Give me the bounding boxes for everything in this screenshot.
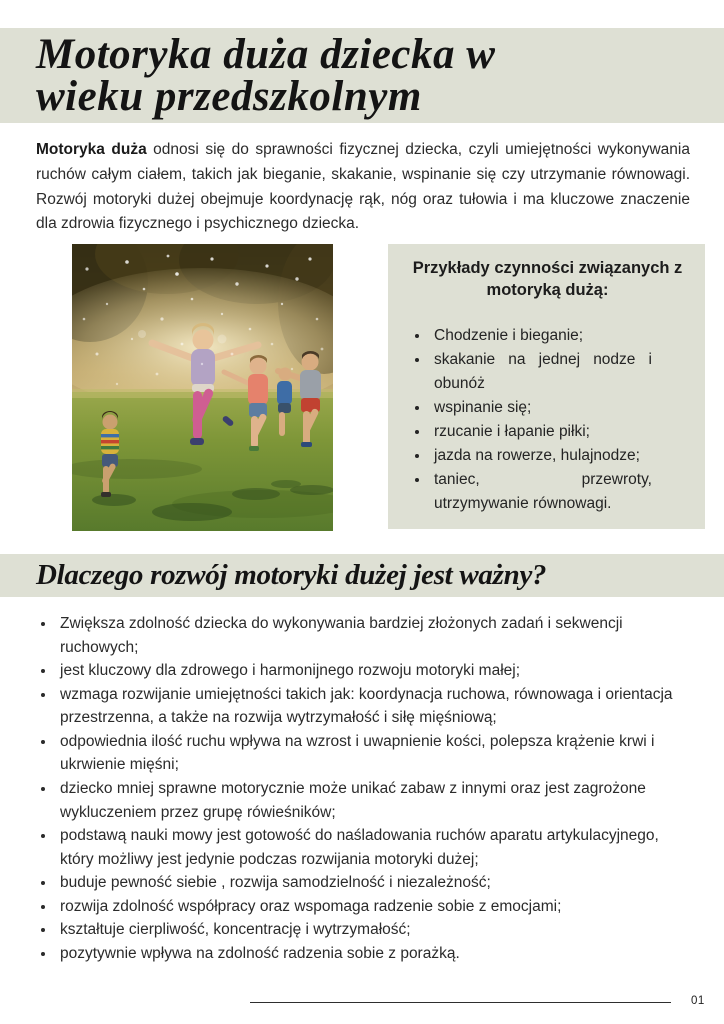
why-list-item: • Zwiększa zdolność dziecka do wykonywania bardziej złożonych zadań i sekwencji ruchowych; bbox=[56, 612, 684, 659]
why-list-item: • dziecko mniej sprawne motorycznie może unikać zabaw z innymi oraz jest zagrożone wykluczeniem przez grupę rówieśników; bbox=[56, 777, 684, 824]
intro-body-text: odnosi się do sprawności fizycznej dziecka, czyli umiejętności wykonywania ruchów całym ciałem, takich jak bieganie, skakanie, wspinanie się czy utrzymanie równowagi. Rozwój motoryki dużej obejmuje koordynację rąk, nóg oraz tułowia i ma kluczowe znaczenie dla zdrowia fizycznego i psychicznego dziecka. bbox=[36, 141, 690, 233]
page-title-line1: Motoryka duża dziecka w bbox=[36, 31, 496, 78]
why-section-band bbox=[0, 554, 724, 597]
examples-list-item: • wspinanie się; bbox=[430, 396, 652, 420]
why-section-heading: Dlaczego rozwój motoryki dużej jest ważny? bbox=[36, 559, 547, 592]
why-list-item: • odpowiednia ilość ruchu wpływa na wzrost i uwapnienie kości, polepsza krążenie krwi i ukrwienie mięśni; bbox=[56, 730, 684, 777]
page-number: 01 bbox=[691, 995, 705, 1007]
children-running-photo bbox=[72, 244, 333, 531]
intro-lead-bold: Motoryka duża bbox=[36, 141, 147, 158]
examples-list-item: • skakanie na jednej nodze i obunóż bbox=[430, 348, 652, 396]
why-list-item: • rozwija zdolność współpracy oraz wspomaga radzenie sobie z emocjami; bbox=[56, 895, 684, 919]
examples-box bbox=[388, 244, 705, 529]
why-list-item: • kształtuje cierpliwość, koncentrację i wytrzymałość; bbox=[56, 918, 684, 942]
why-list-item: • pozytywnie wpływa na zdolność radzenia sobie z porażką. bbox=[56, 942, 684, 966]
why-list-item: • buduje pewność siebie , rozwija samodzielność i niezależność; bbox=[56, 871, 684, 895]
why-list bbox=[38, 612, 684, 965]
children-photo-illustration bbox=[72, 244, 333, 531]
why-list-item: • wzmaga rozwijanie umiejętności takich jak: koordynacja ruchowa, równowaga i orientacja przestrzenna, a także na rozwija wytrzymałość i siłę mięśniową; bbox=[56, 683, 684, 730]
examples-box-heading: Przykłady czynności związanych z motoryką dużą: bbox=[412, 259, 683, 300]
why-list-item: • jest kluczowy dla zdrowego i harmonijnego rozwoju motoryki małej; bbox=[56, 659, 684, 683]
why-list-item: • podstawą nauki mowy jest gotowość do naśladowania ruchów aparatu artykulacyjnego, który możliwy jest jedynie podczas rozwijania motoryki dużej; bbox=[56, 824, 684, 871]
examples-list-item: • taniec, przewroty, utrzymywanie równowagi. bbox=[430, 468, 652, 516]
examples-list bbox=[408, 324, 652, 516]
examples-list-item: • jazda na rowerze, hulajnodze; bbox=[430, 444, 652, 468]
title-band bbox=[0, 28, 724, 123]
page-title-line2: wieku przedszkolnym bbox=[36, 73, 422, 121]
intro-paragraph bbox=[36, 138, 690, 237]
media-row bbox=[72, 244, 724, 531]
examples-list-item: • Chodzenie i bieganie; bbox=[430, 324, 652, 348]
examples-list-item: • rzucanie i łapanie piłki; bbox=[430, 420, 652, 444]
footer-divider bbox=[250, 1002, 671, 1003]
